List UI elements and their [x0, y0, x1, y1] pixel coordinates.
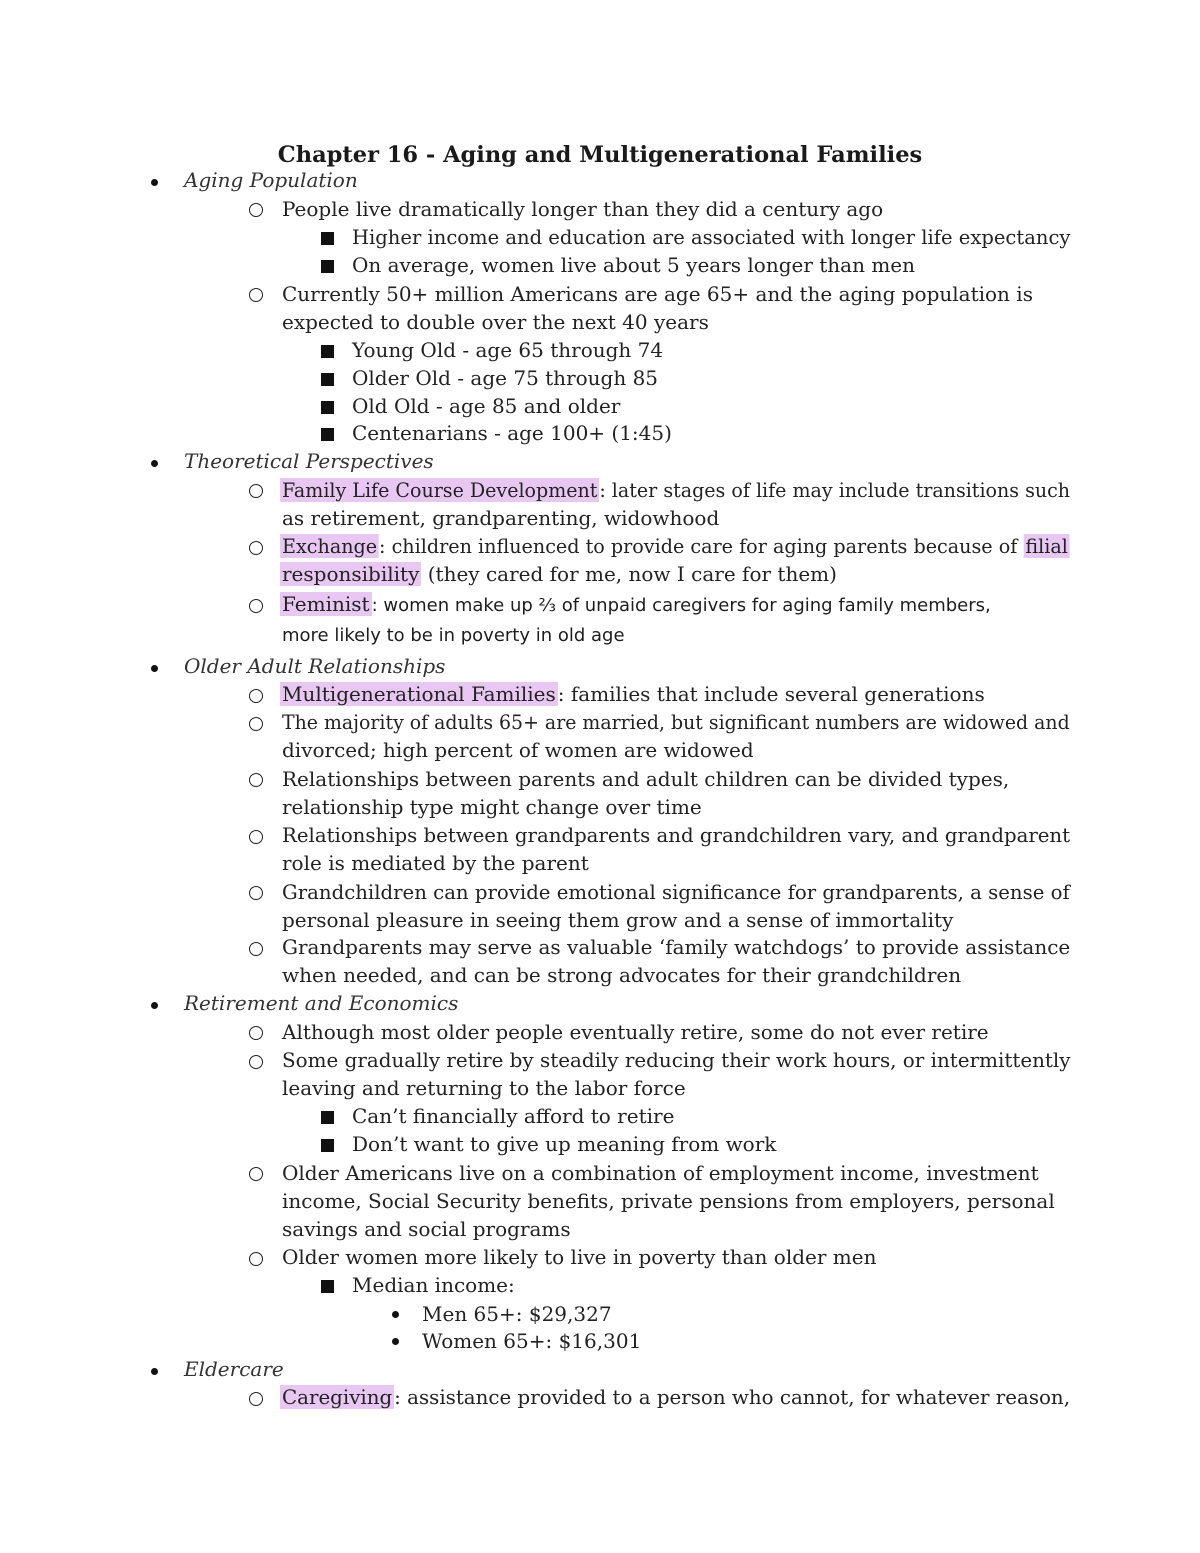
- bullet-circle-icon: [249, 1055, 263, 1069]
- definition-text: : later stages of life may include transitions such: [599, 478, 1071, 502]
- section-heading: Retirement and Economics: [184, 991, 459, 1015]
- bullet-disc-icon: [151, 1002, 158, 1009]
- list-item: [282, 680, 985, 708]
- list-item: Higher income and education are associated with longer life expectancy: [352, 225, 1071, 249]
- list-item: Grandparents may serve as valuable ‘family watchdogs’ to provide assistance: [282, 935, 1071, 959]
- list-item-continuation: divorced; high percent of women are widowed: [282, 738, 754, 762]
- list-item-continuation: savings and social programs: [282, 1217, 571, 1241]
- highlighted-term: Feminist: [282, 592, 370, 616]
- list-item: Currently 50+ million Americans are age 65+ and the aging population is: [282, 282, 1033, 306]
- bullet-disc-icon: [151, 179, 158, 186]
- bullet-disc-icon: [392, 1338, 399, 1345]
- list-item: Women 65+: $16,301: [422, 1329, 642, 1353]
- bullet-square-icon: [321, 345, 334, 358]
- list-item-continuation: leaving and returning to the labor force: [282, 1076, 686, 1100]
- list-item: Median income:: [352, 1273, 515, 1297]
- bullet-square-icon: [321, 1139, 334, 1152]
- bullet-square-icon: [321, 373, 334, 386]
- list-item-continuation: more likely to be in poverty in old age: [282, 625, 625, 646]
- definition-text: : women make up ⅔ of unpaid caregivers for aging family members,: [371, 595, 991, 616]
- list-item: Centenarians - age 100+ (1:45): [352, 421, 672, 445]
- list-item-continuation: [282, 560, 837, 588]
- bullet-circle-icon: [249, 1026, 263, 1040]
- list-item: The majority of adults 65+ are married, but significant numbers are widowed and: [282, 710, 1070, 734]
- section-heading: Eldercare: [184, 1357, 284, 1381]
- highlighted-term: Family Life Course Development: [282, 478, 598, 502]
- list-item: On average, women live about 5 years longer than men: [352, 253, 916, 277]
- bullet-circle-icon: [249, 886, 263, 900]
- list-item: Can’t financially afford to retire: [352, 1104, 675, 1128]
- bullet-square-icon: [321, 232, 334, 245]
- bullet-disc-icon: [392, 1311, 399, 1318]
- bullet-square-icon: [321, 1111, 334, 1124]
- bullet-square-icon: [321, 260, 334, 273]
- list-item-continuation: when needed, and can be strong advocates for their grandchildren: [282, 963, 962, 987]
- bullet-square-icon: [321, 401, 334, 414]
- list-item: Although most older people eventually retire, some do not ever retire: [282, 1020, 989, 1044]
- bullet-circle-icon: [249, 1252, 263, 1266]
- bullet-circle-icon: [249, 203, 263, 217]
- bullet-circle-icon: [249, 1392, 263, 1406]
- page-title: Chapter 16 - Aging and Multigenerational Families: [277, 142, 923, 168]
- list-item-continuation: expected to double over the next 40 years: [282, 310, 709, 334]
- bullet-circle-icon: [249, 288, 263, 302]
- list-item: Don’t want to give up meaning from work: [352, 1132, 777, 1156]
- bullet-circle-icon: [249, 484, 263, 498]
- highlighted-term: Multigenerational Families: [282, 682, 556, 706]
- list-item: [282, 590, 991, 618]
- list-item: People live dramatically longer than they did a century ago: [282, 197, 884, 221]
- definition-text: : families that include several generations: [557, 682, 985, 706]
- list-item-continuation: personal pleasure in seeing them grow and a sense of immortality: [282, 908, 954, 932]
- highlighted-term: responsibility: [282, 562, 420, 586]
- list-item: Some gradually retire by steadily reducing their work hours, or intermittently: [282, 1048, 1071, 1072]
- list-item: Old Old - age 85 and older: [352, 394, 621, 418]
- list-item-continuation: income, Social Security benefits, private pensions from employers, personal: [282, 1189, 1055, 1213]
- bullet-square-icon: [321, 1280, 334, 1293]
- list-item: [282, 476, 1070, 504]
- list-item-continuation: role is mediated by the parent: [282, 851, 589, 875]
- bullet-disc-icon: [151, 665, 158, 672]
- list-item: Young Old - age 65 through 74: [352, 338, 664, 362]
- highlighted-term: Caregiving: [282, 1385, 393, 1409]
- bullet-circle-icon: [249, 689, 263, 703]
- list-item: Older Old - age 75 through 85: [352, 366, 659, 390]
- bullet-circle-icon: [249, 599, 263, 613]
- bullet-square-icon: [321, 428, 334, 441]
- definition-text: : children influenced to provide care for aging parents because of: [379, 534, 1024, 558]
- bullet-disc-icon: [151, 460, 158, 467]
- list-item: [282, 532, 1070, 560]
- section-heading: Aging Population: [184, 168, 358, 192]
- list-item-continuation: relationship type might change over time: [282, 795, 702, 819]
- bullet-circle-icon: [249, 942, 263, 956]
- list-item: [282, 1383, 1070, 1411]
- bullet-circle-icon: [249, 541, 263, 555]
- section-heading: Theoretical Perspectives: [184, 449, 434, 473]
- list-item-continuation: as retirement, grandparenting, widowhood: [282, 506, 720, 530]
- bullet-circle-icon: [249, 773, 263, 787]
- bullet-disc-icon: [151, 1368, 158, 1375]
- list-item: Men 65+: $29,327: [422, 1302, 612, 1326]
- list-item: Relationships between parents and adult children can be divided types,: [282, 767, 1010, 791]
- highlighted-term: filial: [1025, 534, 1068, 558]
- section-heading: Older Adult Relationships: [184, 654, 446, 678]
- highlighted-term: Exchange: [282, 534, 378, 558]
- list-item: Grandchildren can provide emotional significance for grandparents, a sense of: [282, 880, 1070, 904]
- list-item: Older Americans live on a combination of employment income, investment: [282, 1161, 1039, 1185]
- bullet-circle-icon: [249, 830, 263, 844]
- bullet-circle-icon: [249, 717, 263, 731]
- list-item: Relationships between grandparents and grandchildren vary, and grandparent: [282, 823, 1071, 847]
- list-item: Older women more likely to live in poverty than older men: [282, 1245, 877, 1269]
- bullet-circle-icon: [249, 1167, 263, 1181]
- definition-text: : assistance provided to a person who cannot, for whatever reason,: [394, 1385, 1070, 1409]
- definition-text: (they cared for me, now I care for them): [421, 562, 837, 586]
